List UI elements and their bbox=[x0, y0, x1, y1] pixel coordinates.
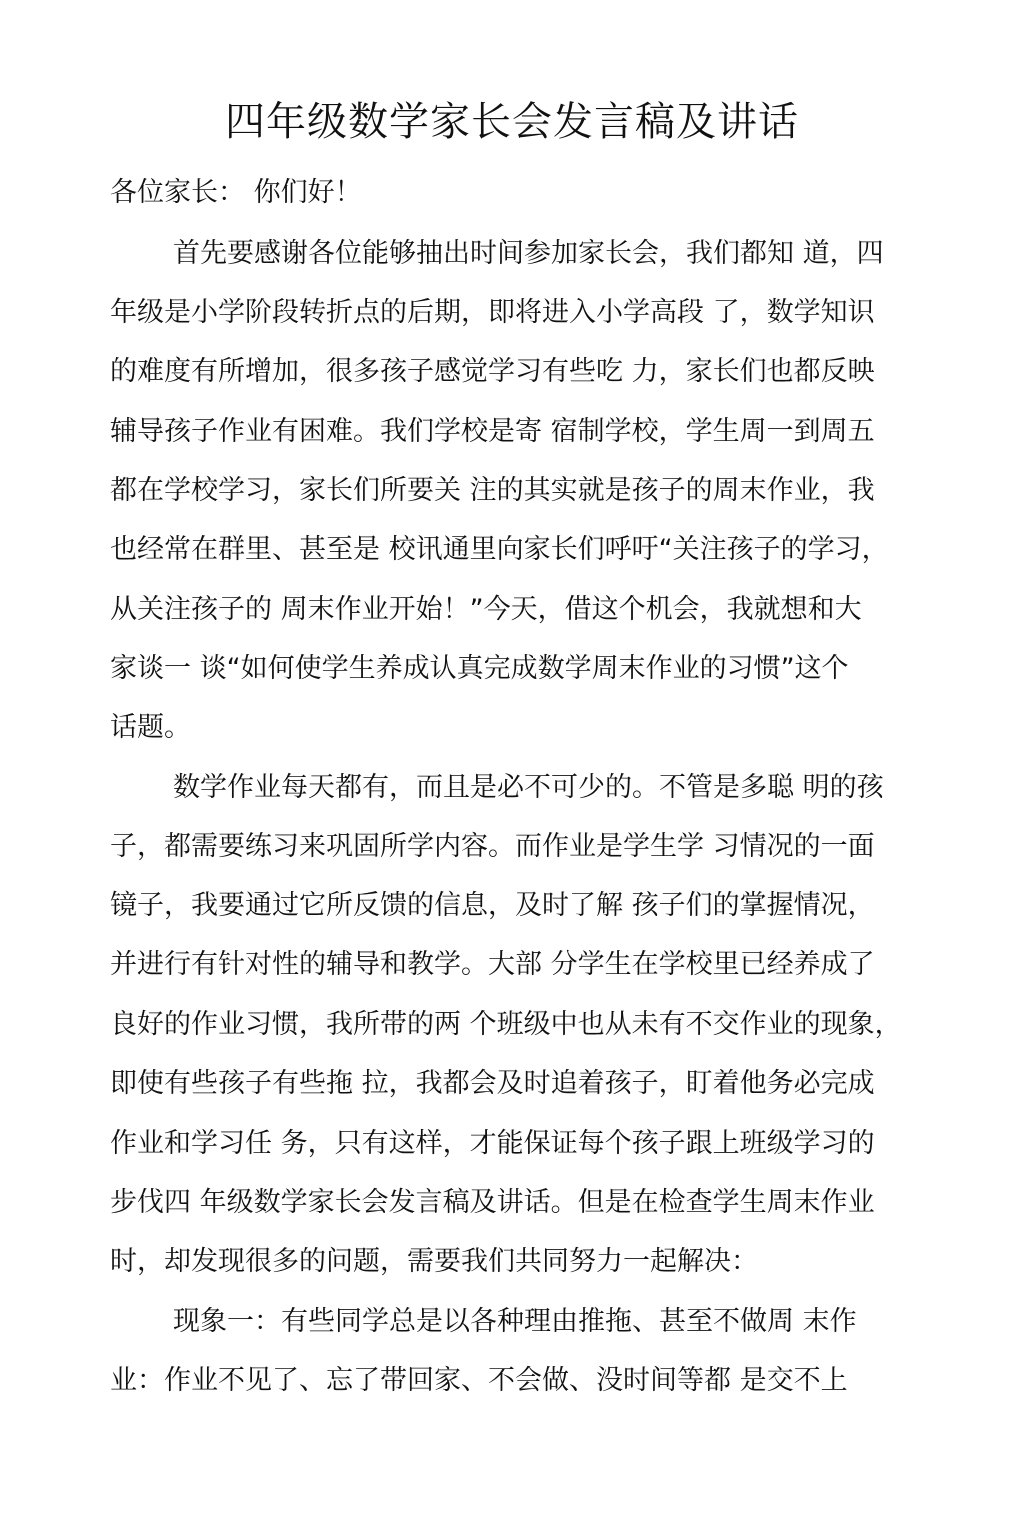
text-line: 辅导孩子作业有困难。我们学校是寄 宿制学校，学生周一到周五 bbox=[110, 416, 875, 447]
text-line: 从关注孩子的 周末作业开始！”今天，借这个机会，我就想和大 bbox=[110, 594, 862, 625]
text-line: 即使有些孩子有些拖 拉，我都会及时追着孩子，盯着他务必完成 bbox=[110, 1068, 875, 1099]
text-line: 也经常在群里、甚至是 校讯通里向家长们呼吁“关注孩子的学习， bbox=[110, 534, 889, 565]
text-line: 并进行有针对性的辅导和教学。大部 分学生在学校里已经养成了 bbox=[110, 949, 875, 980]
text-line: 都在学校学习，家长们所要关 注的其实就是孩子的周末作业，我 bbox=[110, 475, 875, 506]
text-line: 镜子，我要通过它所反馈的信息，及时了解 孩子们的掌握情况， bbox=[110, 890, 875, 921]
text-line: 首先要感谢各位能够抽出时间参加家长会，我们都知 道，四 bbox=[173, 238, 884, 269]
text-line: 话题。 bbox=[110, 712, 191, 743]
text-line: 各位家长： 你们好！ bbox=[110, 177, 362, 208]
text-line: 家谈一 谈“如何使学生养成认真完成数学周末作业的习惯”这个 bbox=[110, 653, 849, 684]
document-title: 四年级数学家长会发言稿及讲话 bbox=[225, 99, 799, 145]
text-line: 作业和学习任 务，只有这样，才能保证每个孩子跟上班级学习的 bbox=[110, 1128, 875, 1159]
text-line: 业：作业不见了、忘了带回家、不会做、没时间等都 是交不上 bbox=[110, 1365, 848, 1396]
text-line: 现象一：有些同学总是以各种理由推拖、甚至不做周 末作 bbox=[173, 1306, 857, 1337]
text-line: 子，都需要练习来巩固所学内容。而作业是学生学 习情况的一面 bbox=[110, 831, 875, 862]
text-line: 数学作业每天都有，而且是必不可少的。不管是多聪 明的孩 bbox=[173, 772, 884, 803]
text-line: 步伐四 年级数学家长会发言稿及讲话。但是在检查学生周末作业 bbox=[110, 1187, 875, 1218]
text-line: 年级是小学阶段转折点的后期，即将进入小学高段 了，数学知识 bbox=[110, 297, 875, 328]
text-line: 时，却发现很多的问题，需要我们共同努力一起解决： bbox=[110, 1246, 758, 1277]
text-line: 良好的作业习惯，我所带的两 个班级中也从未有不交作业的现象， bbox=[110, 1009, 902, 1040]
text-line: 的难度有所增加，很多孩子感觉学习有些吃 力，家长们也都反映 bbox=[110, 356, 875, 387]
